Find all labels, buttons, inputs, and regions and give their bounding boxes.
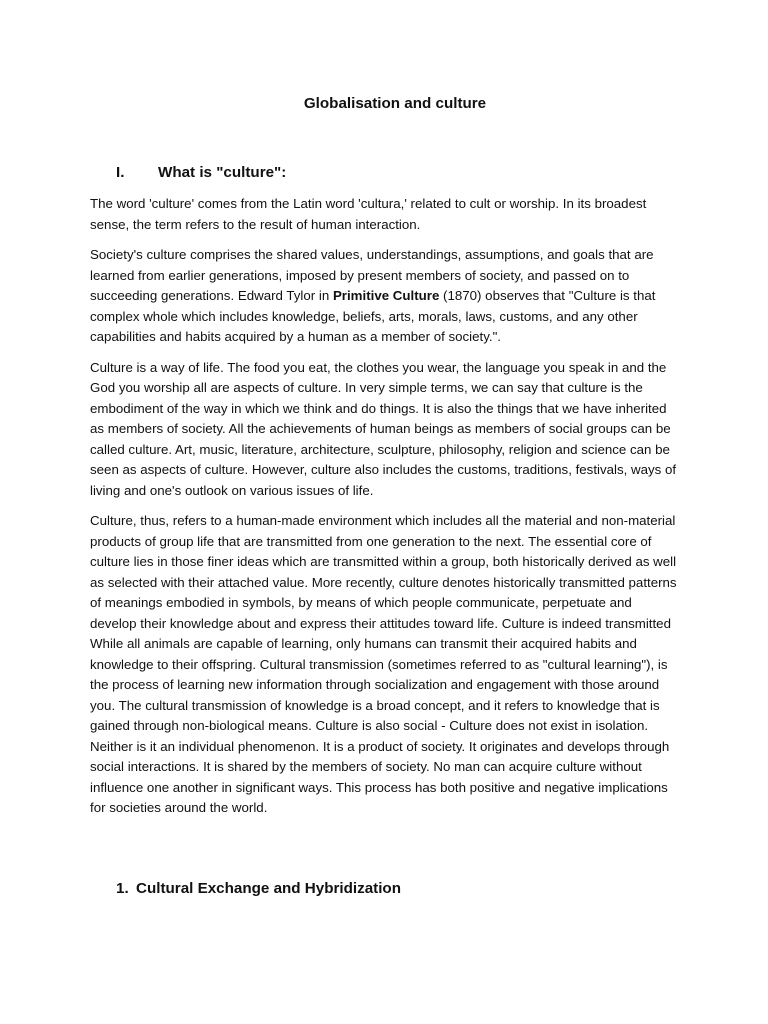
- paragraph-2-part-2: (1870) observes that "Culture is that complex whole which includes knowledge, beliefs, arts, morals, laws, customs, and any other capabilities and habits acquired by a human as a member of society.".: [90, 288, 656, 344]
- paragraph-3: Culture is a way of life. The food you eat, the clothes you wear, the language you speak in and the God you worship all are aspects of culture. In very simple terms, we can say that culture is the embodiment of the way in which we think and do things. It is also the things that we have inherited as members of society. All the achievements of human beings as members of social groups can be called culture. Art, music, literature, architecture, sculpture, philosophy, religion and science can be seen as aspects of culture. However, culture also includes the customs, traditions, festivals, ways of living and one's outlook on various issues of life.: [90, 359, 677, 498]
- subsection-number: 1.: [116, 880, 129, 897]
- section-title: What is "culture":: [158, 164, 287, 181]
- paragraph-1: The word 'culture' comes from the Latin word 'cultura,' related to cult or worship. In its broadest sense, the term refers to the result of human interaction.: [90, 196, 647, 232]
- subsection-title: Cultural Exchange and Hybridization: [136, 880, 401, 897]
- paragraph-2-part-1: Society's culture comprises the shared values, understandings, assumptions, and goals that are learned from earlier generations, imposed by present members of society, and passed on to succeeding generations. Edward Tylor in: [90, 247, 654, 303]
- section-heading: [116, 163, 286, 183]
- paragraph-4: Culture, thus, refers to a human-made environment which includes all the material and non-material products of group life that are transmitted from one generation to the next. The essential core of culture lies in those finer ideas which are transmitted within a group, both historically derived as well as selected with their attached value. More recently, culture denotes historically transmitted patterns of meanings embodied in symbols, by means of which people communicate, perpetuate and develop their knowledge about and express their attitudes toward life. Culture is indeed transmitted While all animals are capable of learning, only humans can transmit their acquired habits and knowledge to their offspring. Cultural transmission (sometimes referred to as "cultural learning"), is the process of learning new information through socialization and engagement with those around you. The cultural transmission of knowledge is a broad concept, and it refers to knowledge that is gained through non-biological means. Culture is also social - Culture does not exist in isolation. Neither is it an individual phenomenon. It is a product of society. It originates and develops through social interactions. It is shared by the members of society. No man can acquire culture without influence one another in significant ways. This process has both positive and negative implications for societies around the world.: [90, 513, 677, 815]
- page-title: Globalisation and culture: [303, 95, 487, 112]
- book-title: Primitive Culture: [332, 288, 440, 303]
- body-text: [90, 194, 680, 829]
- section-number: I.: [116, 164, 125, 181]
- paragraph-2: [90, 245, 680, 348]
- subsection-heading: [116, 879, 401, 899]
